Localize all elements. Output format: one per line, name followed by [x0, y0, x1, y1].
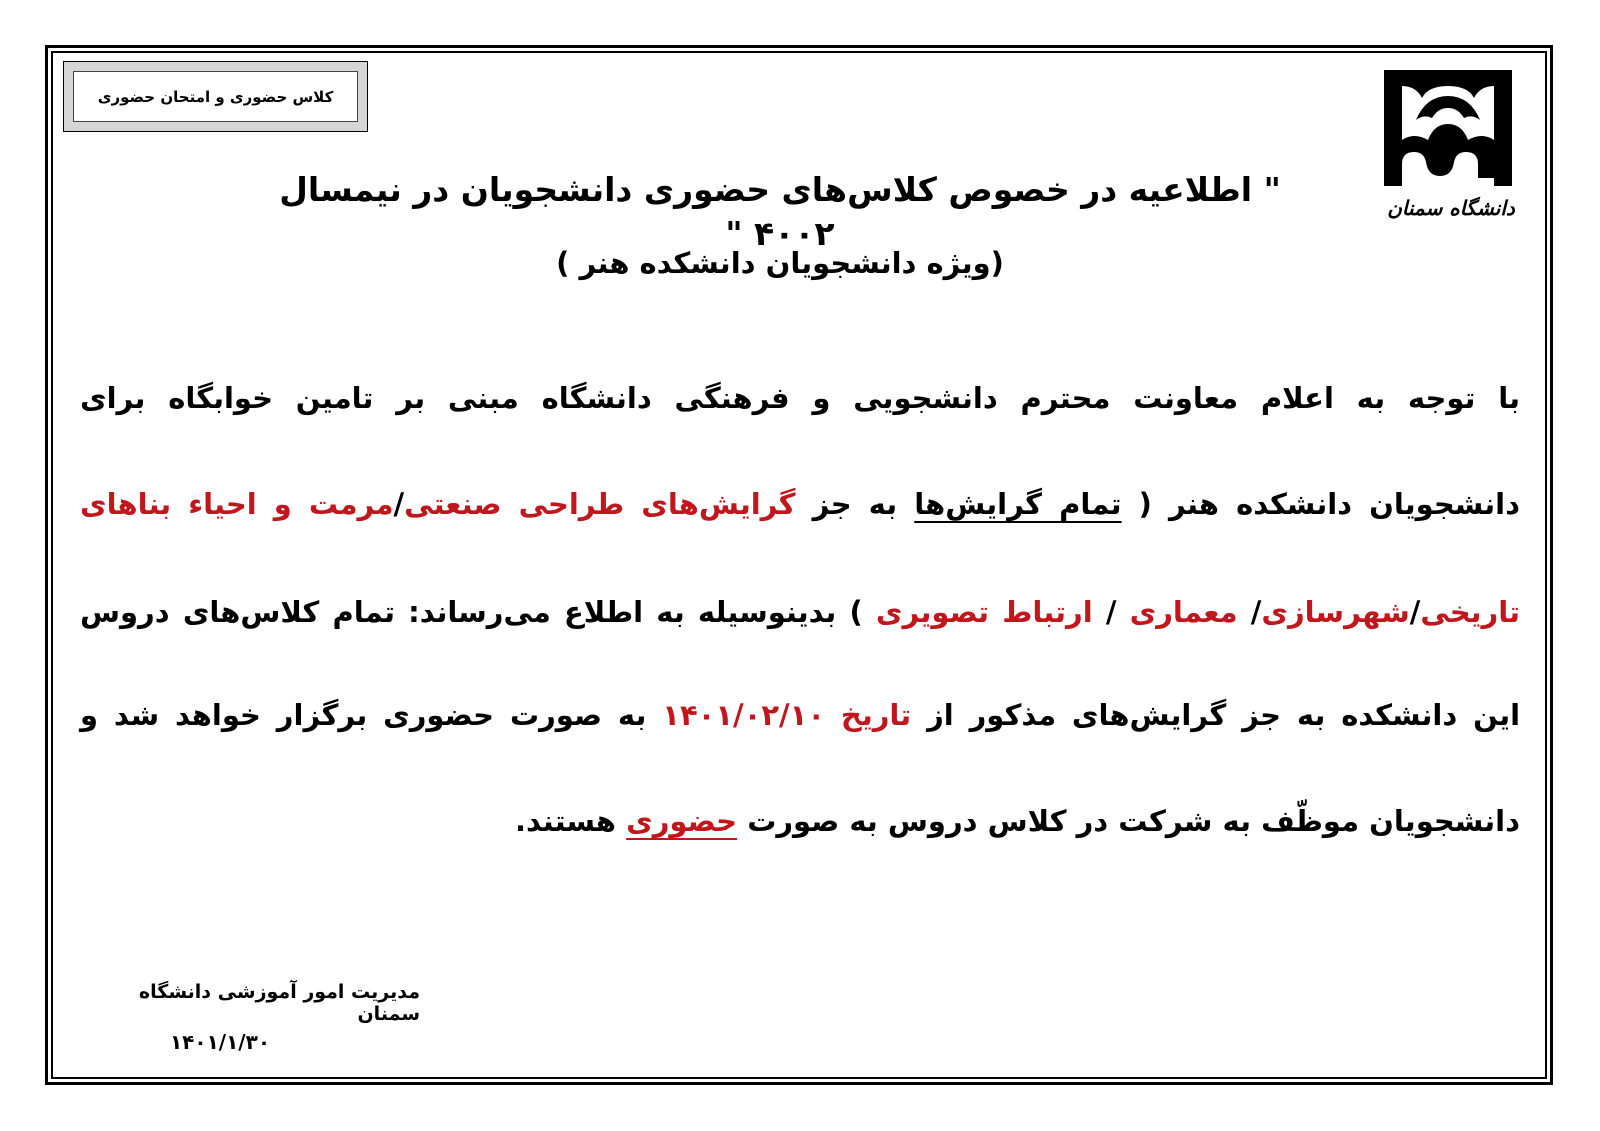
body-text: به جز — [812, 487, 898, 521]
date-highlight: تاریخ ۱۴۰۱/۰۲/۱۰ — [662, 698, 912, 732]
highlight-text: معماری — [1129, 595, 1238, 629]
highlight-text: مرمت و احیاء بناهای — [80, 487, 394, 521]
separator: / — [393, 487, 405, 521]
emphasis-text: حضوری — [626, 804, 738, 838]
body-line-5 — [80, 801, 1520, 841]
category-badge — [63, 61, 368, 132]
page-subtitle: (ویژه دانشجویان دانشکده هنر ) — [556, 246, 1004, 280]
separator: / — [1250, 595, 1262, 629]
body-line-2 — [80, 484, 1520, 524]
body-text: دانشجویان موظّف به شرکت در کلاس دروس به صورت — [747, 804, 1520, 838]
body-text: به صورت حضوری برگزار خواهد شد و — [80, 698, 647, 732]
body-line-1: با توجه به اعلام معاونت محترم دانشجویی و فرهنگی دانشگاه مبنی بر تامین خوابگاه برای — [80, 381, 1520, 415]
emphasis-text: تمام گرایش‌ها — [914, 487, 1122, 521]
issue-date: ۱۴۰۱/۱/۳۰ — [169, 1030, 271, 1054]
highlight-text: گرایش‌های طراحی صنعتی — [404, 487, 796, 521]
separator: / — [1105, 595, 1117, 629]
separator: / — [1409, 595, 1421, 629]
body-text: دانشجویان دانشکده هنر ( — [1138, 487, 1520, 521]
highlight-text: تاریخی — [1420, 595, 1520, 629]
category-badge-label: کلاس حضوری و امتحان حضوری — [73, 71, 358, 122]
body-text: ) بدینوسیله به اطلاع می‌رساند: تمام کلاس‌های دروس — [80, 595, 863, 629]
body-line-4 — [80, 695, 1520, 735]
body-line-3 — [80, 592, 1520, 632]
body-text: هستند. — [514, 804, 617, 838]
page-title: " اطلاعیه در خصوص کلاس‌های حضوری دانشجویان در نیمسال ۴۰۰۲ " — [279, 170, 1281, 253]
body-text: این دانشکده به جز گرایش‌های مذکور از — [927, 698, 1521, 732]
issuer-office: مدیریت امور آموزشی دانشگاه سمنان — [138, 981, 420, 1025]
highlight-text: ارتباط تصویری — [875, 595, 1093, 629]
logo-caption: دانشگاه سمنان — [1387, 196, 1515, 220]
highlight-text: شهرسازی — [1261, 595, 1410, 629]
